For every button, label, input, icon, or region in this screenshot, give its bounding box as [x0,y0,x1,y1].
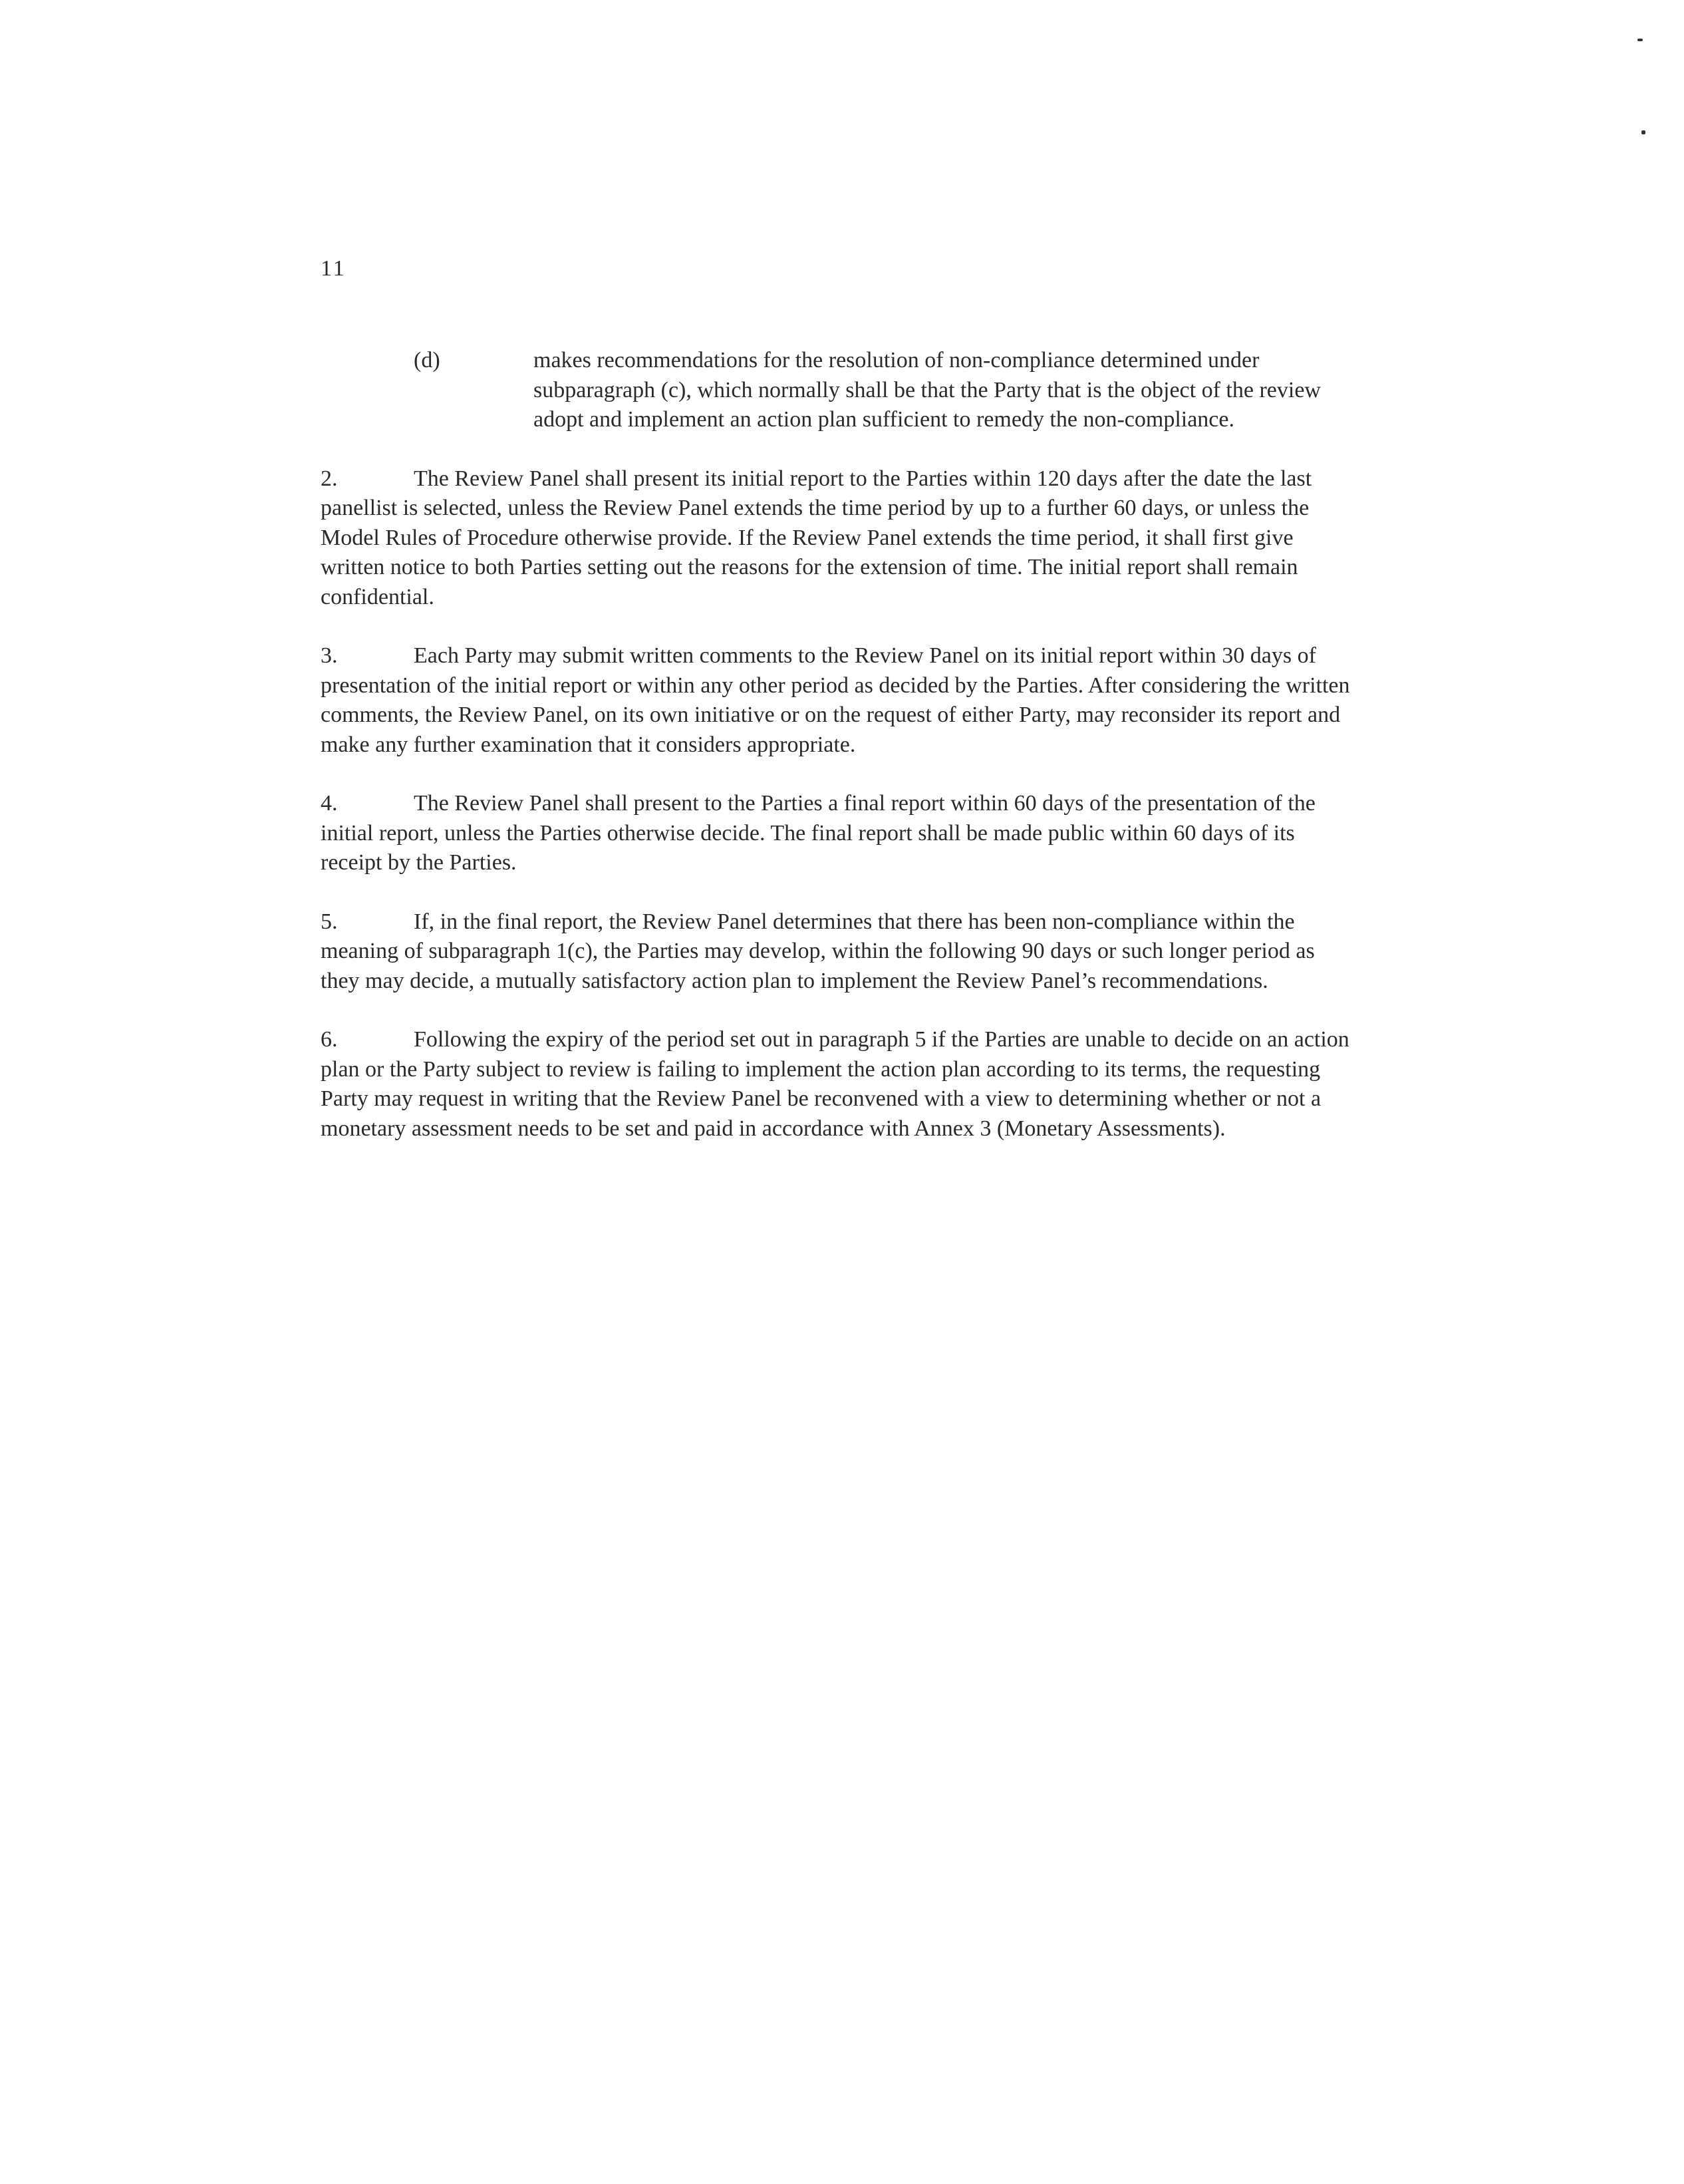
scan-speck [1641,130,1645,134]
paragraph-3 [321,641,1358,760]
paragraph-number: 5. [321,909,338,934]
paragraph-text: Following the expiry of the period set out in paragraph 5 if the Parties are unable to decide on an action plan or the Party subject to review is failing to implement the action plan according to its terms, the requesting Party may request in writing that the Review Panel be reconvened with a view to determining whether or not a monetary assessment needs to be set and paid in accordance with Annex 3 (Monetary Assessments). [321,1027,1349,1141]
page-number: 11 [321,256,347,281]
subparagraph-text: makes recommendations for the resolution of non-compliance determined under subparagraph (c), which normally shall be that the Party that is the object of the review adopt and implement an action plan sufficient to remedy the non-compliance. [533,348,1321,432]
paragraph-number: 6. [321,1027,338,1052]
paragraph-4 [321,789,1358,878]
paragraph-6 [321,1025,1358,1144]
paragraph-text: If, in the final report, the Review Panel determines that there has been non-compliance within the meaning of subparagraph 1(c), the Parties may develop, within the following 90 days or such longer period as they may decide, a mutually satisfactory action plan to implement the Review Panel’s recommendations. [321,909,1315,993]
paragraph-number: 4. [321,791,338,816]
paragraph-text: The Review Panel shall present to the Parties a final report within 60 days of the presentation of the initial report, unless the Parties otherwise decide. The final report shall be made public within 60 days of its receipt by the Parties. [321,791,1316,875]
paragraph-text: Each Party may submit written comments to the Review Panel on its initial report within 30 days of presentation of the initial report or within any other period as decided by the Parties. After considering the written comments, the Review Panel, on its own initiative or on the request of either Party, may reconsider its report and make any further examination that it considers appropriate. [321,643,1350,757]
paragraph-text: The Review Panel shall present its initial report to the Parties within 120 days after the date the last panellist is selected, unless the Review Panel extends the time period by up to a further 60 days, or unless the Model Rules of Procedure otherwise provide. If the Review Panel extends the time period, it shall first give written notice to both Parties setting out the reasons for the extension of time. The initial report shall remain confidential. [321,466,1312,609]
scan-speck [1637,39,1643,41]
paragraph-2 [321,464,1358,613]
subparagraph-d [321,346,1358,435]
paragraph-number: 2. [321,466,338,491]
subparagraph-label: (d) [414,348,440,373]
paragraph-5 [321,907,1358,997]
document-body [321,346,1358,1173]
paragraph-number: 3. [321,643,338,668]
